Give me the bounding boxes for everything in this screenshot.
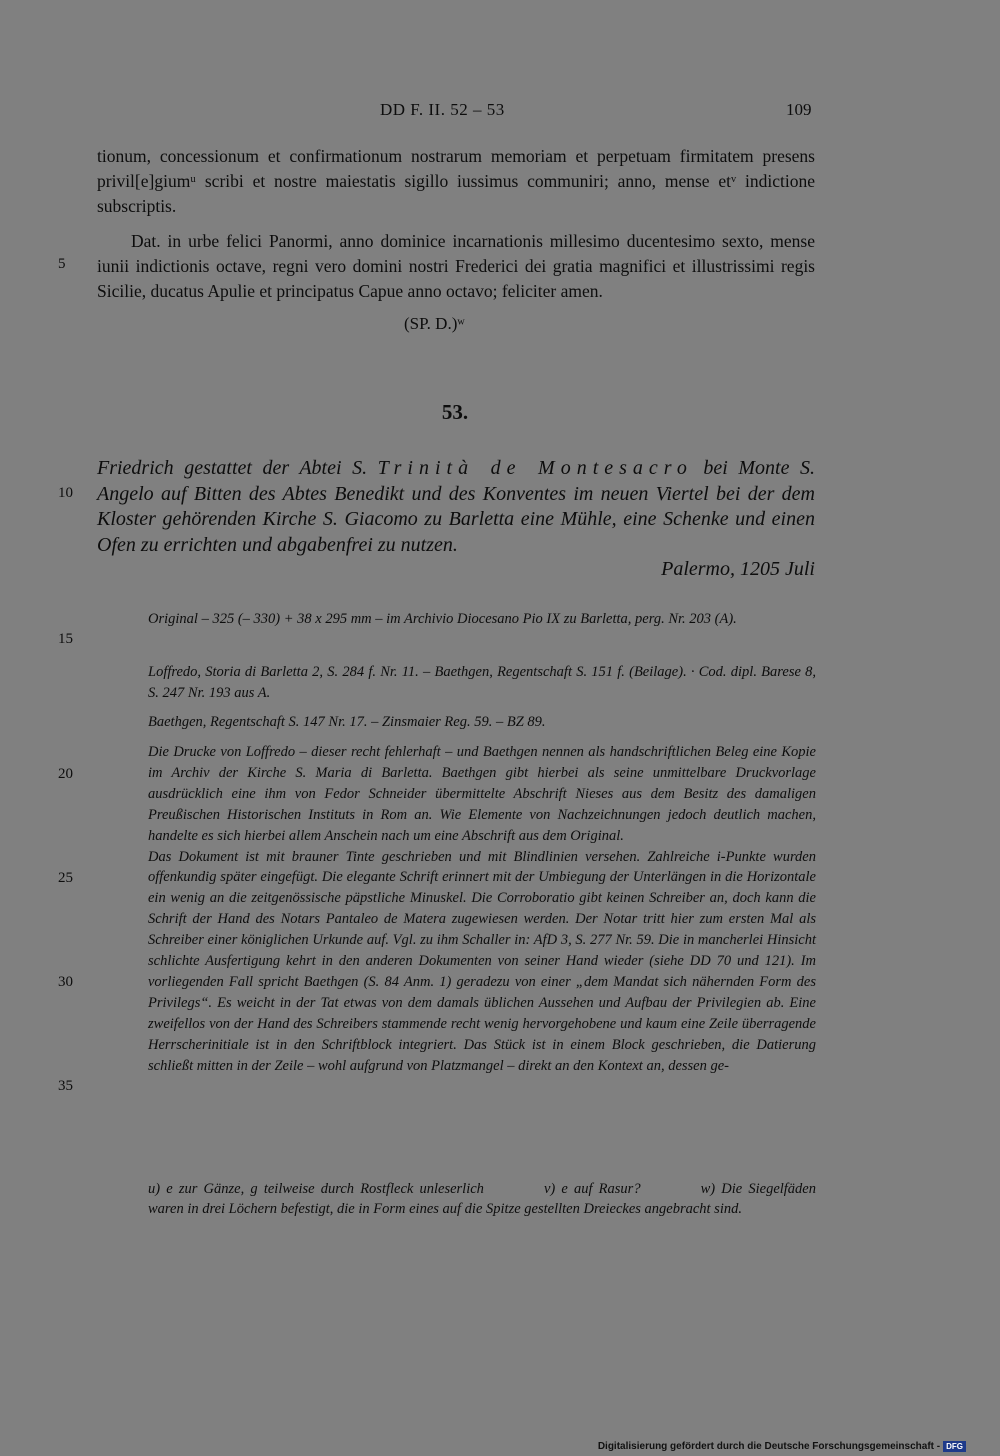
regest-spaced-name: Trinità de Montesacro <box>377 457 693 479</box>
regest <box>97 456 815 558</box>
line-number: 5 <box>58 256 66 272</box>
text-paragraph: tionum, concessionum et confirmationum nostrarum memoriam et perpetuam firmitatem presens privil[e]giumᵘ scribi et nostre maiestatis sigillo iussimus communiri; anno, mense etᵛ indictione subscriptis. <box>97 146 815 216</box>
seal-note: (SP. D.)ʷ <box>404 314 465 333</box>
regest-text: bei Monte S. Angelo auf Bitten des Abtes Benedikt und des Konventes im neuen Viertel bei der dem Kloster gehörenden Kirche S. Giacomo zu Barletta eine Mühle, eine Schenke und einen Ofen zu errichten und abgabenfrei zu nutzen. <box>97 457 816 556</box>
footnote-u: u) e zur Gänze, g teilweise durch Rostfleck unleserlich <box>148 1181 484 1197</box>
dating-paragraph: Dat. in urbe felici Panormi, anno dominice incarnationis millesimo ducentesimo sexto, mense iunii indictionis octave, regni vero domini nostri Frederici dei gratia magnifici et illustrissimi regis Sicilie, ducatus Apulie et principatus Capue anno octavo; feliciter amen. <box>97 231 815 301</box>
dfg-logo-icon: DFG <box>943 1441 966 1452</box>
commentary-paragraph: Das Dokument ist mit brauner Tinte geschrieben und mit Blindlinien versehen. Zahlreiche i-Punkte wurden offenkundig später eingefügt. Die elegante Schrift erinnert mit der Umbiegung der Unterlängen in die Horizontale ein wenig an die zeitgenössische päpstliche Minuskel. Die Corroboratio gibt keinen Schreiber an, doch kann die Schrift der Hand des Notars Pantaleo de Matera zugewiesen werden. Der Notar tritt hier zum ersten Mal als Schreiber einer königlichen Urkunde auf. Vgl. zu ihm Schaller in: AfD 3, S. 277 Nr. 59. Die in mancherlei Hinsicht schlichte Ausfertigung kehrt in den anderen Dokumenten von seiner Hand wieder (siehe DD 70 und 121). Im vorliegenden Fall spricht Baethgen (S. 84 Anm. 1) geradezu von einer „dem Mandat sich nähernden Form des Privilegs“. Es weicht in der Tat etwas von dem damals üblichen Aussehen und Aufbau der Privilegien ab. Eine zweifellos von der Hand des Schreibers stammende recht wenig hervorgehobene und kaum eine Zeile überragende Herrscherinitiale ist in den Schriftblock integriert. Das Stück ist in einem Block geschrieben, die Datierung schließt mitten in der Zeile – wohl aufgrund von Platzmangel – direkt an den Kontext an, dessen ge- <box>148 848 816 1074</box>
note-commentary <box>148 742 816 1077</box>
footnotes <box>148 1179 816 1219</box>
note-editions: Loffredo, Storia di Barletta 2, S. 284 f. Nr. 11. – Baethgen, Regentschaft S. 151 f. (Beilage). · Cod. dipl. Barese 8, S. 247 Nr. 193 aus A. <box>148 664 816 701</box>
funding-credit-text: Digitalisierung gefördert durch die Deutsche Forschungsgemeinschaft - <box>597 1441 941 1452</box>
regest-text: Friedrich gestattet der Abtei S. <box>97 457 378 479</box>
document-number: 53. <box>441 400 469 424</box>
line-number: 25 <box>58 870 73 886</box>
line-number: 20 <box>58 766 73 782</box>
running-title: DD F. II. 52 – 53 <box>380 100 505 119</box>
line-number: 30 <box>58 974 73 990</box>
funding-credit <box>598 1441 966 1452</box>
footnote-w: w) Die Siegelfäden waren in drei Löchern befestigt, die in Form eines auf die Spitze gestellten Dreieckes angebracht sind. <box>148 1181 816 1217</box>
place-date: Palermo, 1205 Juli <box>661 558 815 580</box>
footnote-v: v) e auf Rasur? <box>543 1181 641 1197</box>
note-regesta: Baethgen, Regentschaft S. 147 Nr. 17. – Zinsmaier Reg. 59. – BZ 89. <box>148 714 546 730</box>
page-number: 109 <box>786 100 812 119</box>
commentary-paragraph: Die Drucke von Loffredo – dieser recht fehlerhaft – und Baethgen nennen als handschriftlichen Beleg eine Kopie im Archiv der Kirche S. Maria di Barletta. Baethgen gibt hierbei als seine unmittelbare Druckvorlage ausdrücklich eine ihm von Fedor Schneider übermittelte Abschrift Nieses aus dem Besitz des damaligen Preußischen Historischen Instituts in Rom an. Wie Elemente von Nachzeichnungen jedoch deutlich machen, handelte es sich hierbei allem Anschein nach um eine Abschrift aus dem Original. <box>148 744 816 844</box>
line-number: 10 <box>58 485 73 501</box>
line-number: 35 <box>58 1078 73 1094</box>
line-number: 15 <box>58 631 73 647</box>
note-original: Original – 325 (– 330) + 38 x 295 mm – im Archivio Diocesano Pio IX zu Barletta, perg. Nr. 203 (A). <box>148 611 737 627</box>
